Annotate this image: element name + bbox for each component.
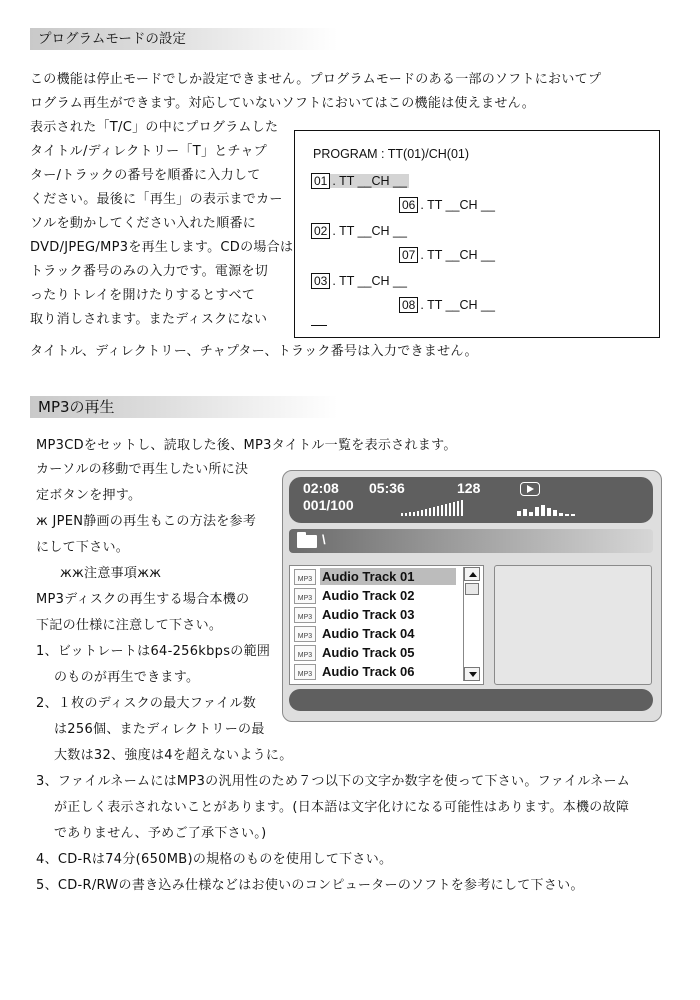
program-slot-02 [311,223,409,239]
paragraph-line: ソルを動かしてください入れた順番に [30,216,257,231]
mp3-file-icon: MP3 [294,569,316,585]
player-bottom-bar [289,689,653,711]
paragraph-line: 取り消しされます。またディスクにない [30,312,268,327]
scroll-thumb[interactable] [465,583,479,595]
slot-number: 06 [399,197,418,213]
slot-entry: . TT __CH __ [420,198,495,212]
paragraph-line: にして下さい。 [36,540,130,555]
elapsed-time: 02:08 [303,480,339,496]
track-label: Audio Track 04 [322,626,415,641]
paragraph-line: タイトル、ディレクトリー、チャプター、トラック番号は入力できません。 [30,344,478,359]
track-item-selected[interactable] [292,568,458,586]
track-label: Audio Track 05 [322,645,415,660]
section-heading-program: プログラムモードの設定 [30,28,338,50]
bitrate: 128 [457,480,481,496]
paragraph-line: トラック番号のみの入力です。電源を切 [30,264,269,279]
slot-entry: . TT __CH __ [332,174,407,188]
mp3-file-icon: MP3 [294,588,316,604]
scroll-up-arrow-icon[interactable] [464,567,480,581]
paragraph-line: MP3ディスクの再生する場合本機の [36,592,250,607]
play-icon [520,482,540,496]
slot-entry: . TT __CH __ [420,298,495,312]
track-label: Audio Track 01 [320,568,456,585]
slot-number: 01 [311,173,330,189]
paragraph-line: のものが再生できます。 [54,670,200,685]
volume-level-icon [401,499,463,516]
paragraph-line: 3、ファイルネームにはMP3の汎用性のため７つ以下の文字か数字を使って下さい。ファイルネーム [36,774,631,789]
slot-number: 08 [399,297,418,313]
paragraph-line: は256個、またディレクトリーの最 [54,722,265,737]
slot-number: 07 [399,247,418,263]
scroll-down-arrow-icon[interactable] [464,667,480,681]
paragraph-line: DVD/JPEG/MP3を再生します。CDの場合は [30,240,294,255]
paragraph-line: 大数は32、強度は4を超えないように。 [54,748,293,763]
cursor-mark [311,325,327,326]
track-item[interactable] [292,625,458,643]
slot-entry: . TT __CH __ [332,224,407,238]
paragraph-line: 下記の仕様に注意して下さい。 [36,618,223,633]
slot-entry: . TT __CH __ [332,274,407,288]
total-time: 05:36 [369,480,405,496]
paragraph-line: この機能は停止モードでしか設定できません。プログラムモードのある一部のソフトにおいてプ [30,72,602,87]
section-heading-mp3: MP3の再生 [30,396,338,418]
track-counter: 001/100 [303,497,354,513]
player-status-bar [289,477,653,523]
paragraph-line: が正しく表示されないことがあります。(日本語は文字化けになる可能性はあります。本機の故障 [54,800,630,815]
program-slot-03 [311,273,409,289]
mp3-file-icon: MP3 [294,626,316,642]
track-label: Audio Track 06 [322,664,415,679]
paragraph-line: でありません、予めご了承下さい。) [54,826,267,841]
paragraph-line: カーソルの移動で再生したい所に決 [36,462,249,477]
paragraph-line: 表示された「T/C」の中にプログラムした [30,120,279,135]
paragraph-line: タイトル/ディレクトリー「T」とチャプ [30,144,268,159]
program-slot-08 [399,297,497,313]
program-slot-01 [311,173,409,189]
track-item[interactable] [292,606,458,624]
paragraph-line: 4、CD-Rは74分(650MB)の規格のものを使用して下さい。 [36,852,393,867]
slot-number: 02 [311,223,330,239]
paragraph-line: 5、CD-R/RWの書き込み仕様などはお使いのコンピューターのソフトを参考にして下さい。 [36,878,584,893]
paragraph-line: ター/トラックの番号を順番に入力して [30,168,261,183]
program-screen [294,130,660,338]
slot-number: 03 [311,273,330,289]
paragraph-line: 定ボタンを押す。 [36,488,142,503]
paragraph-line: 2、１枚のディスクの最大ファイル数 [36,696,257,711]
paragraph-line: ログラム再生ができます。対応していないソフトにおいてはこの機能は使えません。 [30,96,536,111]
track-item[interactable] [292,663,458,681]
track-item[interactable] [292,644,458,662]
preview-panel [494,565,652,685]
program-title: PROGRAM : TT(01)/CH(01) [313,147,470,161]
track-list[interactable] [289,565,484,685]
mp3-file-icon: MP3 [294,645,316,661]
mp3-file-icon: MP3 [294,664,316,680]
paragraph-line: 1、ビットレートは64-256kbpsの範囲 [36,644,271,659]
track-item[interactable] [292,587,458,605]
paragraph-line: ったりトレイを開けたりするとすべて [30,288,256,303]
folder-path-bar [289,529,653,553]
folder-icon [297,535,317,548]
mp3-player-screen [282,470,662,722]
track-label: Audio Track 03 [322,607,415,622]
paragraph-line: жж注意事項жж [60,566,162,581]
paragraph-line: ください。最後に「再生」の表示までカー [30,192,283,207]
slot-entry: . TT __CH __ [420,248,495,262]
folder-path: \ [322,532,326,547]
track-list-scrollbar[interactable] [463,567,480,681]
paragraph-line: MP3CDをセットし、読取した後、MP3タイトル一覧を表示されます。 [36,438,457,453]
mp3-file-icon: MP3 [294,607,316,623]
equalizer-icon [517,499,575,516]
program-slot-07 [399,247,497,263]
paragraph-line: ж JPEN静画の再生もこの方法を参考 [36,514,257,529]
program-slot-06 [399,197,497,213]
track-label: Audio Track 02 [322,588,415,603]
